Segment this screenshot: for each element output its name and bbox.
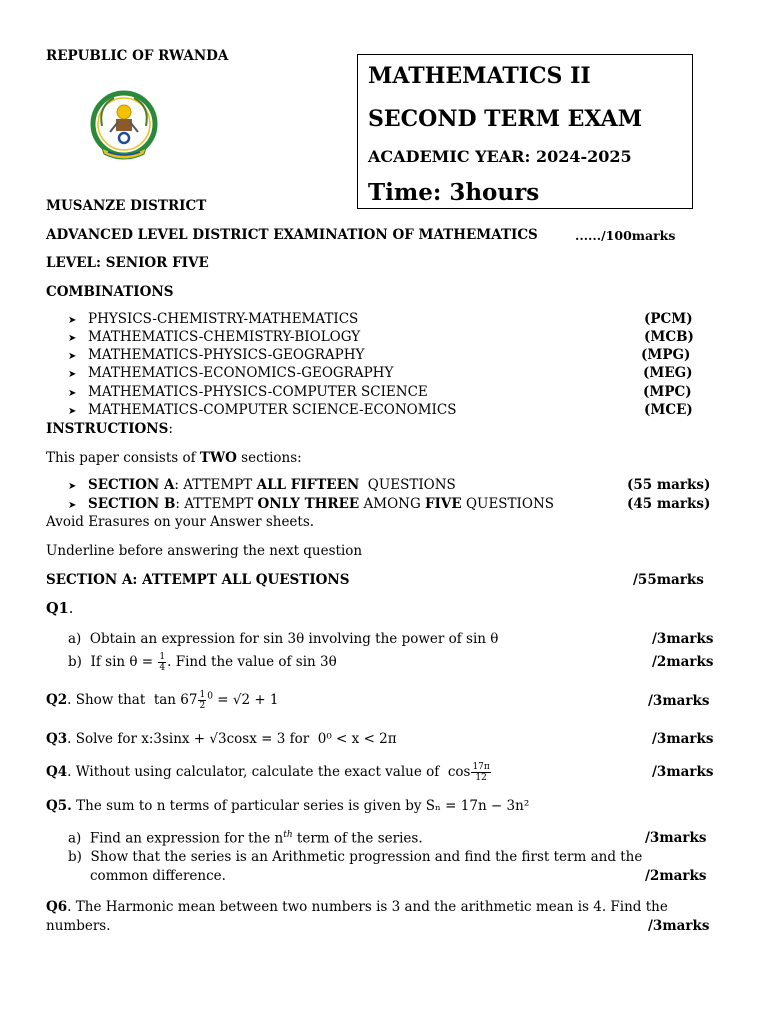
q4-text: Q4. Without using calculator, calculate the exact value of cos $\frac{17\pi}{12}$ [46, 762, 490, 783]
district-heading: MUSANZE DISTRICT [46, 198, 207, 214]
exam-title-box [357, 54, 693, 209]
erasures-note: Avoid Erasures on your Answer sheets. [46, 514, 315, 530]
section-b-instruction: ➤ SECTION B: ATTEMPT ONLY THREE AMONG FIVE QUESTIONS [68, 496, 555, 512]
q5b-line2: common difference. [90, 868, 226, 884]
republic-heading: REPUBLIC OF RWANDA [46, 48, 229, 64]
combination-item: ➤ MATHEMATICS-CHEMISTRY-BIOLOGY [68, 329, 361, 345]
combinations-heading: COMBINATIONS [46, 284, 174, 300]
arrow-bullet-icon: ➤ [68, 351, 77, 362]
combination-code: (PCM) [644, 311, 693, 327]
arrow-bullet-icon: ➤ [68, 481, 77, 492]
q1-label: Q1. [46, 600, 74, 617]
combination-code: (MEG) [643, 365, 693, 381]
q5b-line1: b) Show that the series is an Arithmetic progression and find the first term and the [68, 849, 643, 865]
arrow-bullet-icon: ➤ [68, 406, 77, 417]
instructions-heading: INSTRUCTIONS: [46, 421, 173, 437]
combination-item: ➤ MATHEMATICS-ECONOMICS-GEOGRAPHY [68, 365, 394, 381]
combination-item: ➤ MATHEMATICS-PHYSICS-COMPUTER SCIENCE [68, 384, 428, 400]
q3-text: Q3. Solve for x:3sinx + √3cosx = 3 for 0⁰ < x < 2π [46, 731, 397, 747]
q1b-marks: /2marks [652, 654, 714, 670]
arrow-bullet-icon: ➤ [68, 500, 77, 511]
section-a-instruction: ➤ SECTION A: ATTEMPT ALL FIFTEEN QUESTIONS [68, 477, 456, 493]
q1b-text: b) If sin θ = $\frac{1}{4}$ . Find the value of sin 3θ [68, 652, 337, 673]
combination-item: ➤ MATHEMATICS-PHYSICS-GEOGRAPHY [68, 347, 365, 363]
arrow-bullet-icon: ➤ [68, 315, 77, 326]
section-a-marks: (55 marks) [627, 477, 711, 493]
total-marks: ....../100marks [575, 228, 676, 243]
term-title: SECOND TERM EXAM [368, 106, 643, 132]
exam-time: Time: 3hours [368, 179, 540, 206]
arrow-bullet-icon: ➤ [68, 388, 77, 399]
q3-marks: /3marks [652, 731, 714, 747]
q5-text: Q5. The sum to n terms of particular series is given by Sₙ = 17n − 3n² [46, 798, 530, 814]
combination-code: (MPC) [643, 384, 692, 400]
q5a-text: a) Find an expression for the $n^{th}$ term of the series. [68, 830, 423, 847]
combination-code: (MCB) [644, 329, 694, 345]
q5a-marks: /3marks [645, 830, 707, 846]
rwanda-emblem-icon [88, 86, 160, 166]
section-a-heading: SECTION A: ATTEMPT ALL QUESTIONS [46, 572, 350, 588]
combination-code: (MPG) [641, 347, 691, 363]
q6-line2: numbers. [46, 918, 111, 934]
arrow-bullet-icon: ➤ [68, 333, 77, 344]
combination-item: ➤ MATHEMATICS-COMPUTER SCIENCE-ECONOMICS [68, 402, 457, 418]
section-b-marks: (45 marks) [627, 496, 711, 512]
section-a-total-marks: /55marks [633, 572, 704, 588]
arrow-bullet-icon: ➤ [68, 369, 77, 380]
q6-line1: Q6. The Harmonic mean between two numbers is 3 and the arithmetic mean is 4. Find the [46, 899, 668, 915]
q2-marks: /3marks [648, 693, 710, 709]
underline-note: Underline before answering the next question [46, 543, 363, 559]
q4-marks: /3marks [652, 764, 714, 780]
subject-title: MATHEMATICS II [368, 63, 591, 89]
q5b-marks: /2marks [645, 868, 707, 884]
q6-marks: /3marks [648, 918, 710, 934]
q2-text: Q2. Show that tan 67 $\frac{1}{2}$ $^0$ = √2 + 1 [46, 690, 279, 711]
exam-description: ADVANCED LEVEL DISTRICT EXAMINATION OF MATHEMATICS [46, 227, 538, 243]
q1a-marks: /3marks [652, 631, 714, 647]
paper-consists-text: This paper consists of TWO sections: [46, 450, 302, 466]
level-heading: LEVEL: SENIOR FIVE [46, 255, 209, 271]
q1a-text: a) Obtain an expression for sin 3θ involving the power of sin θ [68, 631, 499, 647]
academic-year: ACADEMIC YEAR: 2024-2025 [368, 147, 632, 166]
combination-code: (MCE) [644, 402, 693, 418]
combination-item: ➤ PHYSICS-CHEMISTRY-MATHEMATICS [68, 311, 359, 327]
